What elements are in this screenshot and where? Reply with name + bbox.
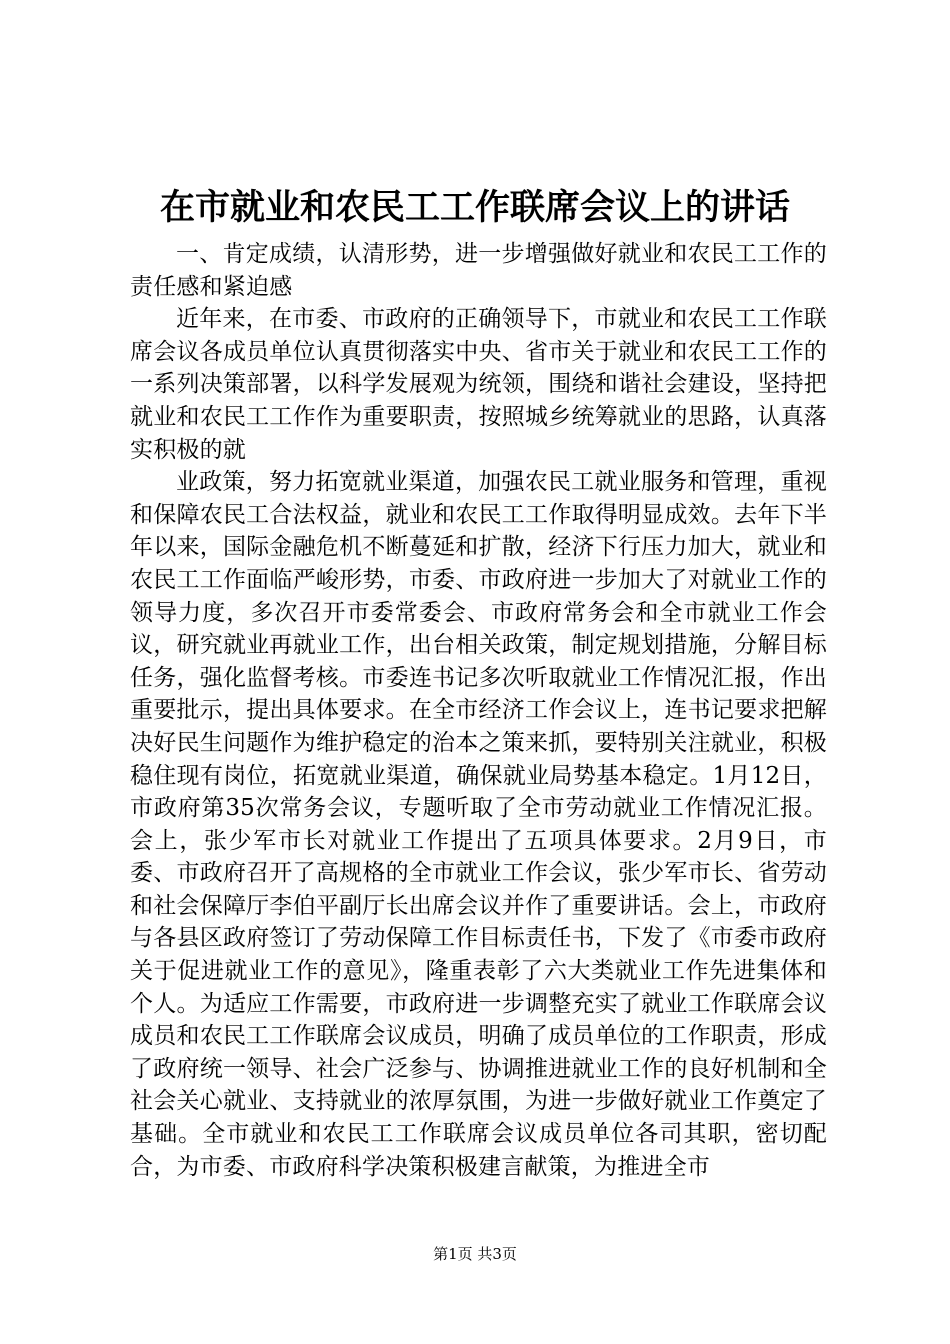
paragraph: 近年来，在市委、市政府的正确领导下，市就业和农民工工作联席会议各成员单位认真贯彻落实中央、省市关于就业和农民工工作的一系列决策部署，以科学发展观为统领，围绕和谐社会建设，坚持把就业和农民工工作作为重要职责，按照城乡统筹就业的思路，认真落实积极的就	[130, 306, 827, 463]
paragraph-heading: 一、肯定成绩，认清形势，进一步增强做好就业和农民工工作的责任感和紧迫感	[130, 241, 827, 300]
document-body	[130, 238, 827, 1183]
page-number-footer: 第1页 共3页	[433, 1245, 517, 1263]
document-title: 在市就业和农民工工作联席会议上的讲话	[159, 187, 790, 228]
paragraph: 业政策，努力拓宽就业渠道，加强农民工就业服务和管理，重视和保障农民工合法权益，就业和农民工工作取得明显成效。去年下半年以来，国际金融危机不断蔓延和扩散，经济下行压力加大，就业和农民工工作面临严峻形势，市委、市政府进一步加大了对就业工作的领导力度，多次召开市委常委会、市政府常务会和全市就业工作会议，研究就业再就业工作，出台相关政策，制定规划措施，分解目标任务，强化监督考核。市委连书记多次听取就业工作情况汇报，作出重要批示，提出具体要求。在全市经济工作会议上，连书记要求把解决好民生问题作为维护稳定的治本之策来抓，要特别关注就业，积极稳住现有岗位，拓宽就业渠道，确保就业局势基本稳定。1月12日，市政府第35次常务会议，专题听取了全市劳动就业工作情况汇报。会上，张少军市长对就业工作提出了五项具体要求。2月9日，市委、市政府召开了高规格的全市就业工作会议，张少军市长、省劳动和社会保障厅李伯平副厅长出席会议并作了重要讲话。会上，市政府与各县区政府签订了劳动保障工作目标责任书，下发了《市委市政府关于促进就业工作的意见》，隆重表彰了六大类就业工作先进集体和个人。为适应工作需要，市政府进一步调整充实了就业工作联席会议成员和农民工工作联席会议成员，明确了成员单位的工作职责，形成了政府统一领导、社会广泛参与、协调推进就业工作的良好机制和全社会关心就业、支持就业的浓厚氛围，为进一步做好就业工作奠定了基础。全市就业和农民工工作联席会议成员单位各司其职，密切配合，为市委、市政府科学决策积极建言献策，为推进全市	[130, 469, 827, 1180]
